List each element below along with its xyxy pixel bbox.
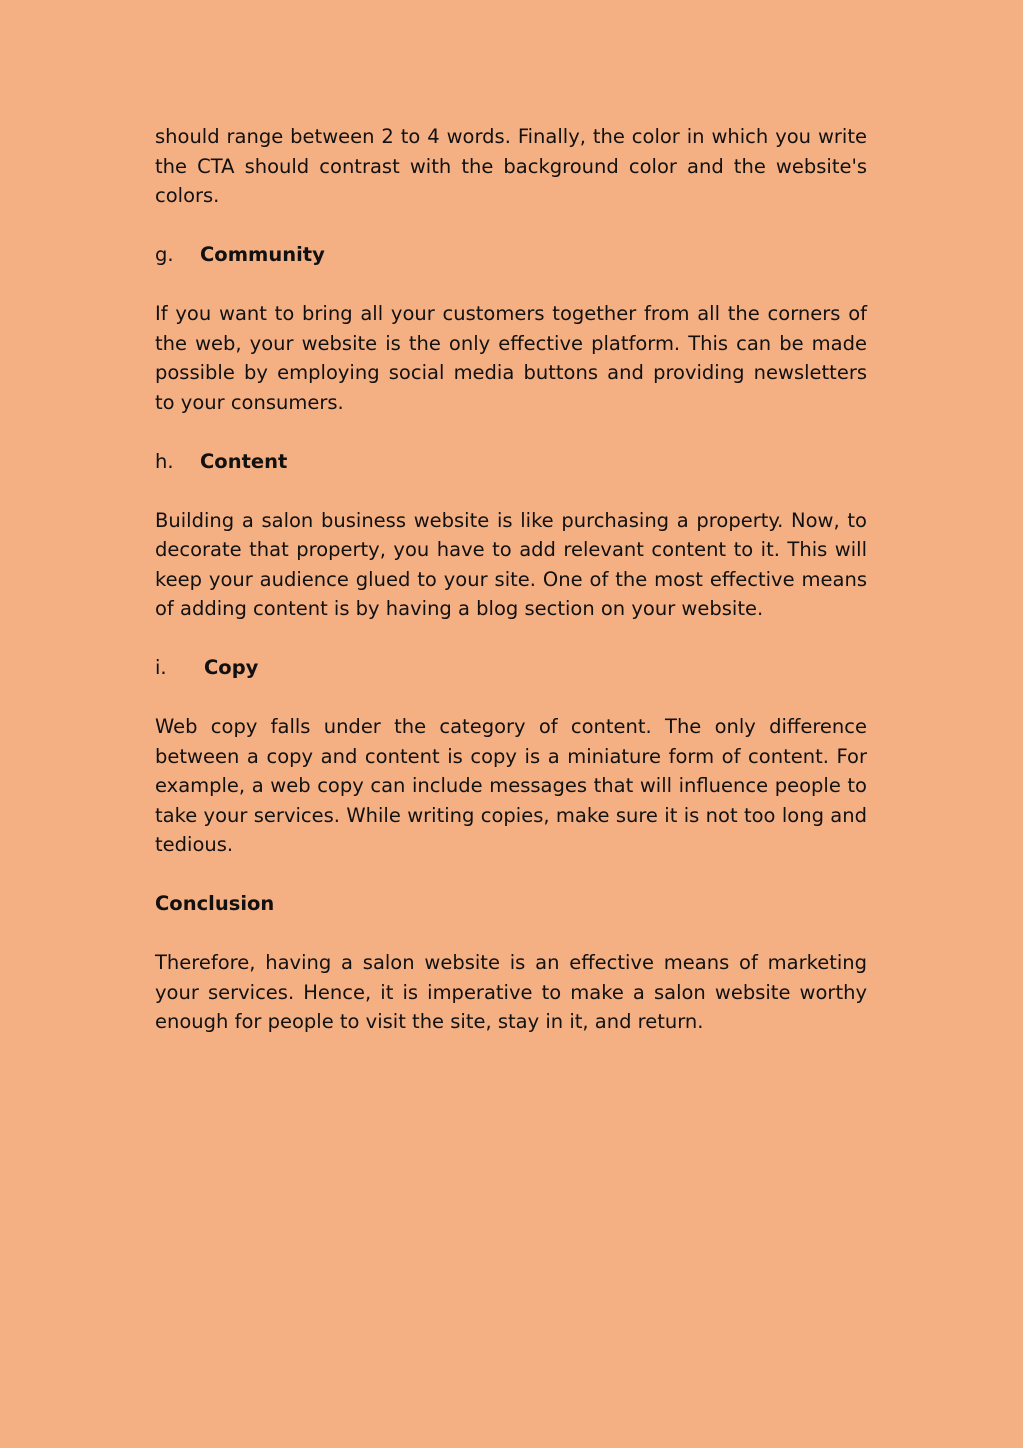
section-title: Copy [204,656,259,679]
spacer [155,417,867,447]
spacer [155,624,867,654]
conclusion-heading [155,889,867,919]
conclusion-body: Therefore, having a salon website is an effective means of marketing your services. Hence, it is imperative to make a salon website worthy enough for people to visit the site, stay in it, and return. [155,951,867,1033]
spacer [155,919,867,949]
section-heading-content [155,447,867,477]
section-body-community: If you want to bring all your customers together from all the corners of the web, your website is the only effective platform. This can be made possible by employing social media buttons and providing newsletters to your consumers. [155,302,867,414]
section-body-content: Building a salon business website is like purchasing a property. Now, to decorate that property, you have to add relevant content to it. This will keep your audience glued to your site. One of the most effective means of adding content is by having a blog section on your website. [155,508,867,620]
section-title: Content [200,449,288,473]
section-title: Community [200,243,325,266]
section-body-copy: Web copy falls under the category of content. The only difference between a copy and content is copy is a miniature form of content. For example, a web copy can include messages that will influence people to take your services. While writing copies, make sure it is not too long and tedious. [155,715,867,856]
spacer [155,860,867,890]
spacer [155,683,867,713]
intro-paragraph: should range between 2 to 4 words. Finally, the color in which you write the CTA should contrast with the background color and the website's colors. [155,125,867,207]
section-marker: i. [155,656,167,679]
spacer [155,211,867,241]
section-heading-community [155,240,867,270]
spacer [155,270,867,300]
section-marker: g. [155,243,174,266]
section-heading-copy [155,653,867,683]
section-marker: h. [155,449,174,473]
conclusion-title: Conclusion [155,892,275,915]
spacer [155,476,867,506]
